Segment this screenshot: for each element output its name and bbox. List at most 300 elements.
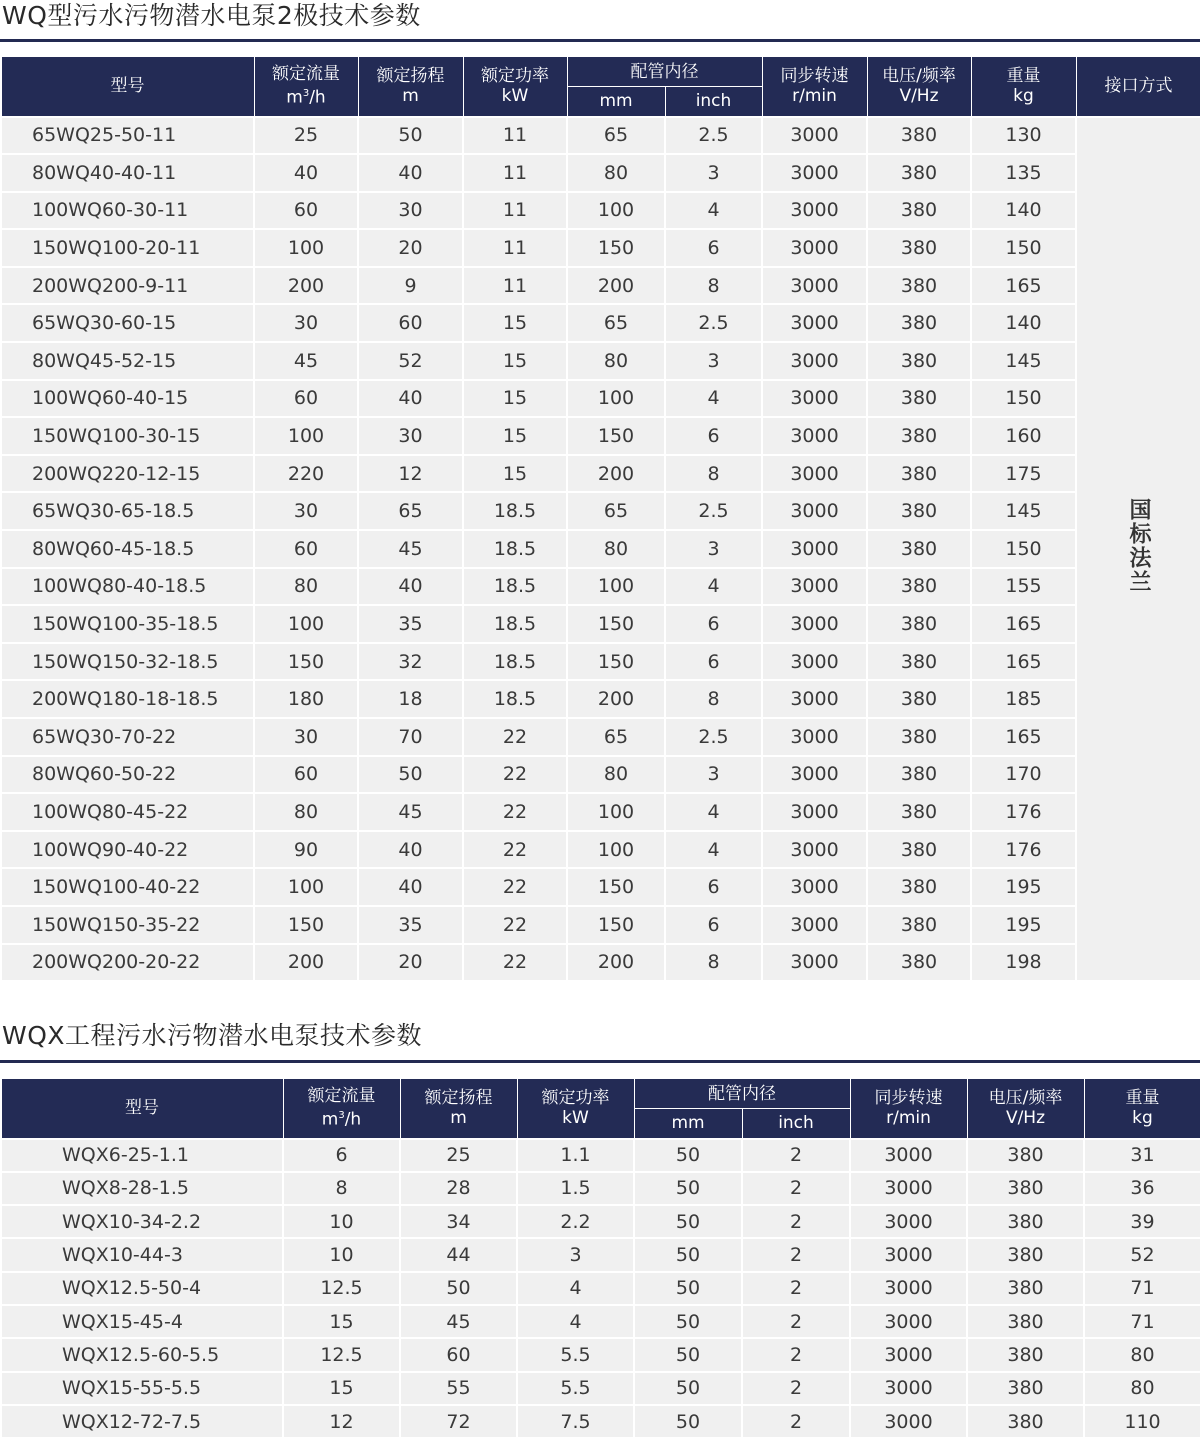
table-row <box>1 944 1200 982</box>
table-cell: 55 <box>400 1372 517 1405</box>
table-cell: 3 <box>665 342 762 380</box>
table-cell: 3000 <box>762 530 867 568</box>
table-cell: 3000 <box>762 680 867 718</box>
table-cell: 4 <box>665 568 762 606</box>
table-cell: 80 <box>254 793 358 831</box>
table-row <box>1 342 1200 380</box>
table-cell: 50 <box>634 1205 742 1238</box>
model-cell: 100WQ90-40-22 <box>1 831 254 869</box>
table-cell: 50 <box>400 1272 517 1305</box>
table-row <box>1 1172 1200 1205</box>
model-cell: 65WQ30-60-15 <box>1 304 254 342</box>
model-cell: WQX8-28-1.5 <box>1 1172 283 1205</box>
table-cell: 3000 <box>762 944 867 982</box>
table-cell: 165 <box>971 267 1076 305</box>
table-cell: 3 <box>517 1238 634 1271</box>
table-cell: 45 <box>400 1305 517 1338</box>
table-cell: 6 <box>665 605 762 643</box>
model-cell: WQX12.5-60-5.5 <box>1 1338 283 1371</box>
table-cell: 11 <box>463 154 567 192</box>
table-cell: 90 <box>254 831 358 869</box>
table-cell: 52 <box>358 342 463 380</box>
table-cell: 40 <box>254 154 358 192</box>
table-cell: 8 <box>665 680 762 718</box>
table-row <box>1 1272 1200 1305</box>
header-voltage: 电压/频率 V/Hz <box>967 1079 1084 1139</box>
header-interface: 接口方式 <box>1076 57 1200 117</box>
table-cell: 140 <box>971 192 1076 230</box>
table-cell: 45 <box>254 342 358 380</box>
table-cell: 80 <box>567 154 665 192</box>
table-cell: 198 <box>971 944 1076 982</box>
table-row <box>1 417 1200 455</box>
table-cell: 36 <box>1084 1172 1200 1205</box>
table-cell: 160 <box>971 417 1076 455</box>
model-cell: 65WQ30-65-18.5 <box>1 492 254 530</box>
table-row <box>1 1139 1200 1172</box>
table-cell: 380 <box>867 756 971 794</box>
model-cell: 80WQ45-52-15 <box>1 342 254 380</box>
table-cell: 3 <box>665 756 762 794</box>
table-cell: 3000 <box>850 1338 967 1371</box>
table-cell: 20 <box>358 944 463 982</box>
table-cell: 380 <box>967 1272 1084 1305</box>
table-cell: 380 <box>967 1238 1084 1271</box>
wqx-spec-table <box>0 1078 1200 1439</box>
table-cell: 100 <box>254 229 358 267</box>
model-cell: WQX12-72-7.5 <box>1 1405 283 1438</box>
table-cell: 3000 <box>762 342 867 380</box>
table-cell: 100 <box>567 568 665 606</box>
table-cell: 2.2 <box>517 1205 634 1238</box>
table-cell: 140 <box>971 304 1076 342</box>
table-cell: 380 <box>967 1305 1084 1338</box>
table-cell: 80 <box>1084 1338 1200 1371</box>
header-head: 额定扬程 m <box>400 1079 517 1139</box>
table-cell: 145 <box>971 342 1076 380</box>
table-cell: 155 <box>971 568 1076 606</box>
table-cell: 200 <box>567 455 665 493</box>
table-row <box>1 605 1200 643</box>
table-cell: 22 <box>463 868 567 906</box>
table-cell: 3000 <box>762 117 867 155</box>
table-cell: 380 <box>867 605 971 643</box>
table-cell: 4 <box>665 793 762 831</box>
table-row <box>1 455 1200 493</box>
table-cell: 12.5 <box>283 1338 400 1371</box>
header-flow: 额定流量 $m^3/h$ <box>254 57 358 117</box>
table-cell: 80 <box>1084 1372 1200 1405</box>
table-cell: 2.5 <box>665 117 762 155</box>
table-cell: 70 <box>358 718 463 756</box>
model-cell: 200WQ200-20-22 <box>1 944 254 982</box>
table-cell: 380 <box>867 643 971 681</box>
table-cell: 380 <box>867 455 971 493</box>
table-cell: 18.5 <box>463 568 567 606</box>
table-cell: 3000 <box>762 756 867 794</box>
table-cell: 3000 <box>850 1172 967 1205</box>
table-cell: 50 <box>634 1238 742 1271</box>
table-cell: 3000 <box>762 643 867 681</box>
table-cell: 200 <box>567 267 665 305</box>
table-cell: 6 <box>665 868 762 906</box>
model-cell: WQX12.5-50-4 <box>1 1272 283 1305</box>
table-cell: 3000 <box>762 417 867 455</box>
table-cell: 18.5 <box>463 492 567 530</box>
table-cell: 32 <box>358 643 463 681</box>
interface-cell <box>1076 117 1200 982</box>
table-cell: 50 <box>634 1338 742 1371</box>
table-cell: 15 <box>463 455 567 493</box>
table-cell: 2 <box>742 1405 850 1438</box>
table-cell: 380 <box>967 1405 1084 1438</box>
table-row <box>1 643 1200 681</box>
table-cell: 100 <box>567 831 665 869</box>
table-cell: 10 <box>283 1205 400 1238</box>
table-cell: 22 <box>463 944 567 982</box>
table-row <box>1 229 1200 267</box>
table-cell: 65 <box>358 492 463 530</box>
model-cell: WQX15-55-5.5 <box>1 1372 283 1405</box>
table-cell: 22 <box>463 831 567 869</box>
table-cell: 2.5 <box>665 718 762 756</box>
table-cell: 11 <box>463 192 567 230</box>
model-cell: 80WQ60-50-22 <box>1 756 254 794</box>
table-cell: 150 <box>567 229 665 267</box>
table-cell: 65 <box>567 718 665 756</box>
table-cell: 15 <box>283 1372 400 1405</box>
model-cell: 100WQ60-30-11 <box>1 192 254 230</box>
header-speed: 同步转速 r/min <box>850 1079 967 1139</box>
table-cell: 60 <box>254 530 358 568</box>
table-cell: 380 <box>967 1205 1084 1238</box>
table-row <box>1 1205 1200 1238</box>
model-cell: 150WQ100-35-18.5 <box>1 605 254 643</box>
table-cell: 8 <box>665 455 762 493</box>
model-cell: 80WQ40-40-11 <box>1 154 254 192</box>
table-cell: 80 <box>254 568 358 606</box>
table-cell: 380 <box>867 380 971 418</box>
table-cell: 145 <box>971 492 1076 530</box>
table-cell: 65 <box>567 117 665 155</box>
model-cell: 150WQ100-20-11 <box>1 229 254 267</box>
table-cell: 380 <box>867 944 971 982</box>
table-cell: 22 <box>463 756 567 794</box>
table-row <box>1 756 1200 794</box>
table-cell: 65 <box>567 304 665 342</box>
table-cell: 15 <box>283 1305 400 1338</box>
table-cell: 2 <box>742 1372 850 1405</box>
table-cell: 2 <box>742 1338 850 1371</box>
table-cell: 50 <box>634 1139 742 1172</box>
table-cell: 3000 <box>850 1405 967 1438</box>
table-cell: 180 <box>254 680 358 718</box>
model-cell: 200WQ220-12-15 <box>1 455 254 493</box>
table-cell: 100 <box>567 793 665 831</box>
table-row <box>1 906 1200 944</box>
table-cell: 170 <box>971 756 1076 794</box>
table-cell: 4 <box>517 1272 634 1305</box>
table-cell: 2.5 <box>665 492 762 530</box>
table-cell: 15 <box>463 380 567 418</box>
table-cell: 50 <box>634 1405 742 1438</box>
table-row <box>1 831 1200 869</box>
header-model: 型号 <box>1 57 254 117</box>
header-pipe-mm: mm <box>567 87 665 117</box>
table-cell: 2.5 <box>665 304 762 342</box>
wq-spec-table <box>0 56 1200 982</box>
model-cell: 150WQ150-35-22 <box>1 906 254 944</box>
table-cell: 8 <box>665 267 762 305</box>
table-cell: 150 <box>971 530 1076 568</box>
table-cell: 5.5 <box>517 1372 634 1405</box>
table-cell: 31 <box>1084 1139 1200 1172</box>
table-cell: 50 <box>358 117 463 155</box>
table-cell: 3000 <box>762 455 867 493</box>
table-cell: 100 <box>567 192 665 230</box>
table-cell: 40 <box>358 831 463 869</box>
table-cell: 45 <box>358 530 463 568</box>
model-cell: WQX6-25-1.1 <box>1 1139 283 1172</box>
table-cell: 8 <box>665 944 762 982</box>
model-cell: 100WQ80-40-18.5 <box>1 568 254 606</box>
table-cell: 380 <box>867 530 971 568</box>
table-cell: 30 <box>254 304 358 342</box>
table-cell: 380 <box>867 229 971 267</box>
table-row <box>1 267 1200 305</box>
table-cell: 4 <box>665 192 762 230</box>
table-cell: 25 <box>254 117 358 155</box>
table-cell: 2 <box>742 1272 850 1305</box>
table-cell: 200 <box>567 944 665 982</box>
table-cell: 60 <box>254 756 358 794</box>
table-cell: 100 <box>254 417 358 455</box>
table-cell: 150 <box>254 643 358 681</box>
model-cell: 200WQ180-18-18.5 <box>1 680 254 718</box>
table-cell: 22 <box>463 718 567 756</box>
table-cell: 380 <box>867 718 971 756</box>
table-cell: 30 <box>358 192 463 230</box>
table1-title: WQ型污水污物潜水电泵2极技术参数 <box>2 1 421 30</box>
table-cell: 22 <box>463 906 567 944</box>
table-cell: 380 <box>867 304 971 342</box>
table-row <box>1 117 1200 155</box>
table-cell: 150 <box>567 643 665 681</box>
table-cell: 65 <box>567 492 665 530</box>
table-cell: 380 <box>967 1139 1084 1172</box>
table-cell: 18.5 <box>463 530 567 568</box>
table-cell: 6 <box>665 417 762 455</box>
table-cell: 100 <box>254 868 358 906</box>
table-cell: 165 <box>971 643 1076 681</box>
table-cell: 25 <box>400 1139 517 1172</box>
table-cell: 380 <box>867 568 971 606</box>
table-cell: 3000 <box>850 1205 967 1238</box>
table-cell: 4 <box>665 380 762 418</box>
table-cell: 80 <box>567 342 665 380</box>
table-cell: 11 <box>463 117 567 155</box>
table-cell: 2 <box>742 1172 850 1205</box>
table-cell: 110 <box>1084 1405 1200 1438</box>
table-cell: 50 <box>634 1272 742 1305</box>
table-cell: 3000 <box>762 718 867 756</box>
table-row <box>1 530 1200 568</box>
header-pipe: 配管内径 <box>567 57 762 87</box>
table-row <box>1 154 1200 192</box>
table-cell: 100 <box>567 380 665 418</box>
table-cell: 3000 <box>762 605 867 643</box>
table-cell: 20 <box>358 229 463 267</box>
table-cell: 380 <box>967 1172 1084 1205</box>
table-cell: 4 <box>665 831 762 869</box>
table-cell: 3000 <box>762 831 867 869</box>
table-cell: 3000 <box>850 1272 967 1305</box>
header-pipe-mm: mm <box>634 1109 742 1139</box>
header-weight: 重量 kg <box>971 57 1076 117</box>
header-pipe-inch: inch <box>742 1109 850 1139</box>
header-pipe-inch: inch <box>665 87 762 117</box>
table-cell: 18.5 <box>463 643 567 681</box>
table-row <box>1 1405 1200 1438</box>
table-cell: 11 <box>463 267 567 305</box>
table-cell: 3000 <box>850 1139 967 1172</box>
table-cell: 200 <box>567 680 665 718</box>
table-cell: 6 <box>665 643 762 681</box>
model-cell: 150WQ100-30-15 <box>1 417 254 455</box>
table-cell: 60 <box>254 380 358 418</box>
table-cell: 6 <box>665 229 762 267</box>
table-row <box>1 868 1200 906</box>
table-cell: 50 <box>634 1372 742 1405</box>
table-row <box>1 718 1200 756</box>
table-cell: 3000 <box>762 793 867 831</box>
table-cell: 34 <box>400 1205 517 1238</box>
table-cell: 71 <box>1084 1305 1200 1338</box>
table-cell: 380 <box>967 1338 1084 1371</box>
model-cell: 150WQ150-32-18.5 <box>1 643 254 681</box>
table-cell: 3000 <box>762 906 867 944</box>
table-cell: 15 <box>463 304 567 342</box>
table-cell: 3000 <box>762 304 867 342</box>
table-cell: 12.5 <box>283 1272 400 1305</box>
table-cell: 3000 <box>762 492 867 530</box>
table-cell: 380 <box>867 831 971 869</box>
table-cell: 35 <box>358 605 463 643</box>
table-cell: 380 <box>867 117 971 155</box>
table2-title-rule <box>0 1060 1200 1063</box>
table-row <box>1 793 1200 831</box>
table-cell: 30 <box>358 417 463 455</box>
table-cell: 7.5 <box>517 1405 634 1438</box>
table-cell: 175 <box>971 455 1076 493</box>
table-row <box>1 1372 1200 1405</box>
table-cell: 150 <box>567 906 665 944</box>
table-cell: 72 <box>400 1405 517 1438</box>
table-cell: 8 <box>283 1172 400 1205</box>
table-cell: 3 <box>665 154 762 192</box>
table-cell: 60 <box>358 304 463 342</box>
table-cell: 380 <box>867 267 971 305</box>
interface-label: 国标法兰 <box>1126 497 1151 594</box>
table-cell: 50 <box>358 756 463 794</box>
table-cell: 3000 <box>762 568 867 606</box>
table-cell: 10 <box>283 1238 400 1271</box>
table-cell: 52 <box>1084 1238 1200 1271</box>
table-row <box>1 680 1200 718</box>
table-cell: 3000 <box>762 229 867 267</box>
table-cell: 6 <box>665 906 762 944</box>
table-cell: 2 <box>742 1205 850 1238</box>
table-cell: 11 <box>463 229 567 267</box>
header-weight: 重量 kg <box>1084 1079 1200 1139</box>
table-cell: 40 <box>358 568 463 606</box>
table-cell: 18.5 <box>463 605 567 643</box>
table-cell: 30 <box>254 492 358 530</box>
table-cell: 50 <box>634 1172 742 1205</box>
table-cell: 45 <box>358 793 463 831</box>
table-cell: 40 <box>358 380 463 418</box>
table-cell: 200 <box>254 267 358 305</box>
table-row <box>1 568 1200 606</box>
table-row <box>1 1238 1200 1271</box>
table-row <box>1 380 1200 418</box>
header-flow: 额定流量 $m^3/h$ <box>283 1079 400 1139</box>
table-cell: 3000 <box>850 1372 967 1405</box>
model-cell: WQX15-45-4 <box>1 1305 283 1338</box>
header-power: 额定功率 kW <box>463 57 567 117</box>
model-cell: 65WQ30-70-22 <box>1 718 254 756</box>
table-cell: 5.5 <box>517 1338 634 1371</box>
table-cell: 9 <box>358 267 463 305</box>
table-cell: 12 <box>283 1405 400 1438</box>
table-cell: 100 <box>254 605 358 643</box>
table-cell: 15 <box>463 342 567 380</box>
table-cell: 2 <box>742 1305 850 1338</box>
table-cell: 220 <box>254 455 358 493</box>
model-cell: 150WQ100-40-22 <box>1 868 254 906</box>
table-cell: 35 <box>358 906 463 944</box>
table-cell: 380 <box>967 1372 1084 1405</box>
table2-title: WQX工程污水污物潜水电泵技术参数 <box>2 1021 423 1050</box>
model-cell: 65WQ25-50-11 <box>1 117 254 155</box>
table-cell: 380 <box>867 868 971 906</box>
table-cell: 1.5 <box>517 1172 634 1205</box>
table-cell: 15 <box>463 417 567 455</box>
table-cell: 12 <box>358 455 463 493</box>
table-cell: 176 <box>971 831 1076 869</box>
table-cell: 150 <box>971 380 1076 418</box>
model-cell: WQX10-44-3 <box>1 1238 283 1271</box>
table-cell: 22 <box>463 793 567 831</box>
table-cell: 195 <box>971 906 1076 944</box>
header-speed: 同步转速 r/min <box>762 57 867 117</box>
table-cell: 40 <box>358 154 463 192</box>
table-cell: 380 <box>867 154 971 192</box>
table-cell: 135 <box>971 154 1076 192</box>
table-cell: 150 <box>971 229 1076 267</box>
model-cell: 100WQ60-40-15 <box>1 380 254 418</box>
table-cell: 39 <box>1084 1205 1200 1238</box>
table-row <box>1 1305 1200 1338</box>
table-cell: 165 <box>971 718 1076 756</box>
table-cell: 40 <box>358 868 463 906</box>
table-cell: 380 <box>867 342 971 380</box>
table-cell: 150 <box>567 417 665 455</box>
table-cell: 4 <box>517 1305 634 1338</box>
table-row <box>1 492 1200 530</box>
model-cell: 80WQ60-45-18.5 <box>1 530 254 568</box>
table-cell: 18.5 <box>463 680 567 718</box>
